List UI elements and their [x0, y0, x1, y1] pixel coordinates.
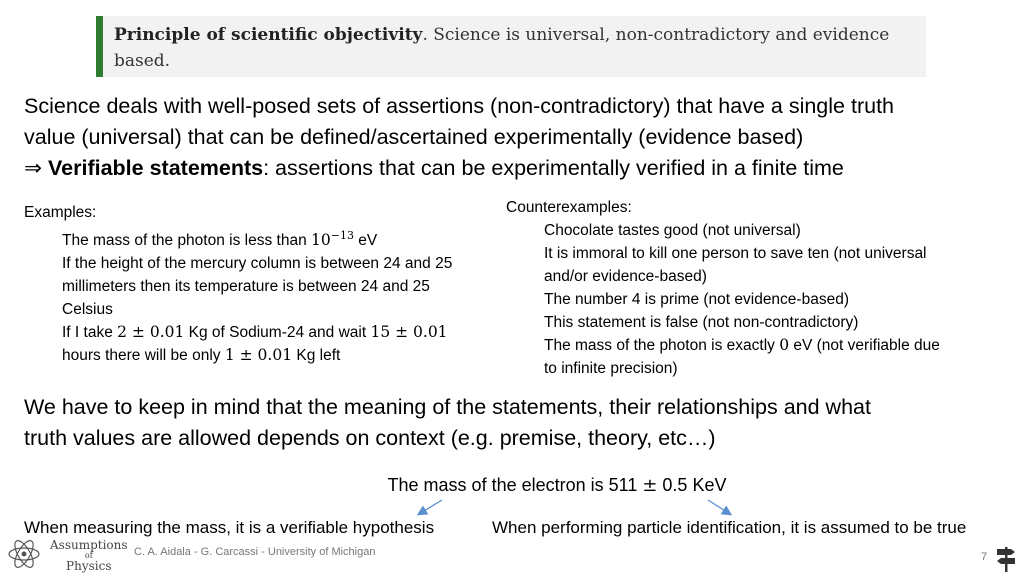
counterexample-photon-text-2: eV (not verifiable due: [789, 337, 940, 354]
example-sodium-text-4: Kg left: [292, 347, 341, 365]
context-line-1: We have to keep in mind that the meaning of the statements, their relationships and what: [24, 395, 871, 419]
logo-word-physics: Physics: [66, 559, 112, 573]
principle-statement: [114, 22, 920, 74]
counterexample-immoral-line-1: It is immoral to kill one person to save ten (not universal: [544, 245, 927, 262]
electron-mass-pre: The mass of the electron is 511: [387, 475, 643, 495]
counterexample-photon-line-1: [506, 334, 1006, 357]
example-sodium-math-1: 2 ± 0.01: [117, 323, 185, 342]
principle-title: Principle of scientific objectivity: [114, 25, 423, 45]
electron-mass-post: 0.5 KeV: [657, 475, 727, 495]
page-number: 7: [981, 551, 988, 563]
intro-line-3: [24, 153, 1014, 184]
counterexample-liar: This statement is false (not non-contradictory): [544, 314, 859, 331]
example-sodium-line-1: [24, 321, 524, 344]
counterexample-photon-text: The mass of the photon is exactly: [544, 337, 780, 354]
example-photon-unit: eV: [353, 232, 378, 250]
arrow-icon: [708, 500, 730, 514]
example-photon-text: The mass of the photon is less than: [62, 232, 311, 250]
intro-paragraph: [24, 91, 1014, 184]
example-sodium-text-1: If I take: [62, 324, 118, 342]
counterexamples-heading: Counterexamples:: [506, 199, 632, 216]
counterexample-prime: The number 4 is prime (not evidence-based): [544, 291, 849, 308]
footer-credit: C. A. Aidala - G. Carcassi - University of Michigan: [134, 546, 376, 558]
example-mercury-line-3: Celsius: [62, 301, 113, 319]
electron-mass-plusminus: ±: [642, 475, 658, 496]
logo-word-assumptions: Assumptions: [50, 538, 128, 552]
electron-mass-text: [388, 475, 727, 495]
counterexample-photon-math: 0: [779, 336, 790, 354]
example-photon: [24, 224, 524, 252]
intro-line-1: Science deals with well-posed sets of assertions (non-contradictory) that have a single truth: [24, 94, 894, 118]
verifiable-definition: : assertions that can be experimentally verified in a finite time: [263, 156, 844, 180]
measurement-case: When measuring the mass, it is a verifiable hypothesis: [24, 518, 435, 537]
electron-mass-statement: [0, 472, 1024, 499]
implies-arrow: ⇒: [24, 156, 43, 180]
example-sodium-line-2: [24, 344, 524, 367]
context-paragraph: [24, 392, 1014, 454]
logo-text: [50, 538, 128, 573]
example-mercury-line-1: If the height of the mercury column is between 24 and 25: [62, 255, 453, 273]
principle-period: .: [422, 25, 428, 45]
examples-heading: Examples:: [24, 204, 97, 221]
verifiable-statements-term: Verifiable statements: [48, 156, 264, 180]
intro-line-2: value (universal) that can be defined/ascertained experimentally (evidence based): [24, 125, 804, 149]
assumptions-of-physics-logo: [6, 537, 128, 573]
counterexample-immoral-line-2: and/or evidence-based): [544, 268, 707, 285]
arrow-icon: [419, 500, 442, 514]
examples-list: [24, 201, 524, 367]
logo-word-of: of: [84, 551, 93, 560]
example-photon-math: [311, 231, 354, 249]
context-line-2: truth values are allowed depends on context (e.g. premise, theory, etc…): [24, 426, 716, 450]
example-sodium-math-3: 1 ± 0.01: [224, 346, 293, 365]
signpost-icon: [996, 545, 1016, 573]
logo-atom-icon: [6, 537, 46, 571]
example-mercury-line-2: millimeters then its temperature is between 24 and 25: [62, 278, 430, 296]
identification-case: When performing particle identification, it is assumed to be true: [492, 518, 967, 537]
example-sodium-math-2: 15 ± 0.01: [370, 323, 448, 342]
example-photon-base: 10: [311, 231, 331, 250]
principle-body: Science is universal, non-contradictory and evidence based.: [114, 25, 890, 71]
counterexample-chocolate: Chocolate tastes good (not universal): [544, 222, 801, 239]
example-sodium-text-3: hours there will be only: [62, 347, 225, 365]
example-photon-exponent: −13: [330, 229, 354, 242]
counterexamples-list: [506, 196, 1006, 380]
principle-accent-bar: [96, 16, 103, 77]
counterexample-photon-line-2: to infinite precision): [544, 360, 678, 377]
example-sodium-text-2: Kg of Sodium-24 and wait: [184, 324, 371, 342]
principle-box: [96, 16, 926, 77]
